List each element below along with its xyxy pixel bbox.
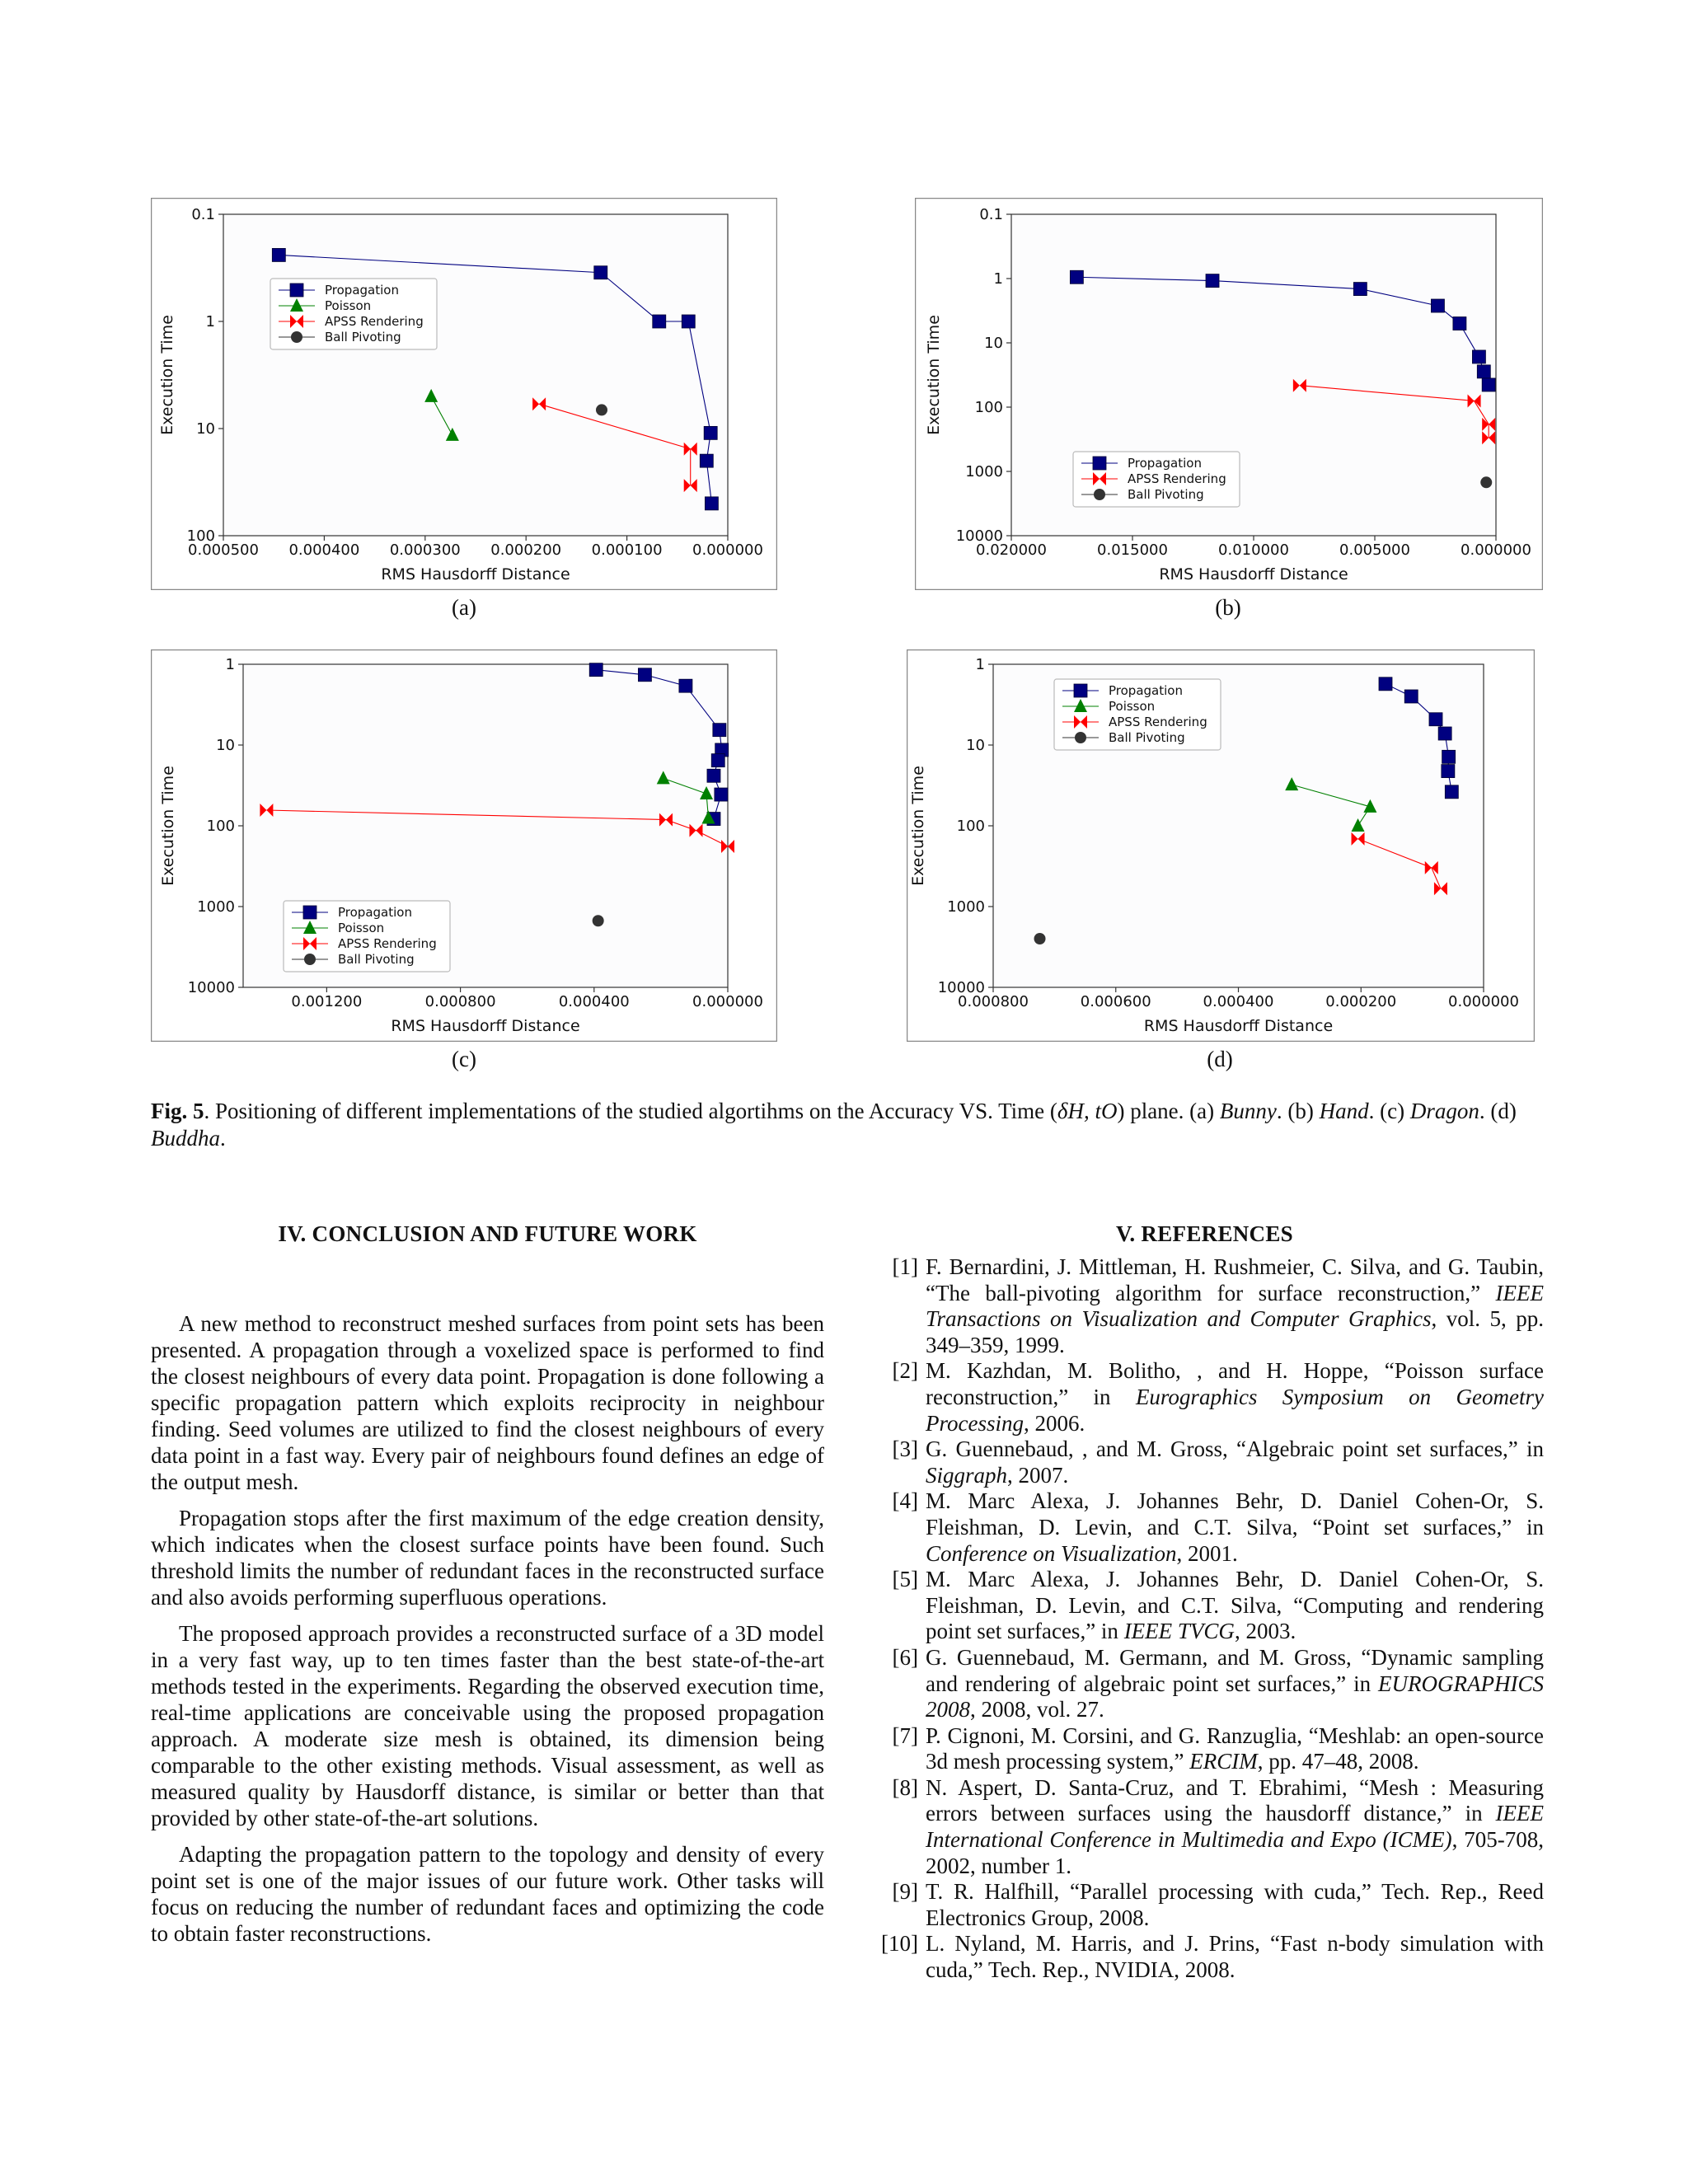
conclusion-paragraph-3: The proposed approach provides a reconstructed surface of a 3D model in a very fast way, up to ten times faster than the best state-of-the-art methods tested in the experiments. Regarding the observed execution time, real-time applications are conceivable using the proposed propagation approach. A moderate size mesh is obtained, its dimension being comparable to the other existing methods. Visual assessment, as well as measured quality by Hausdorff distance, is similar or better than that provided by other state-of-the-art solutions. xyxy=(151,1621,824,1830)
legend-label: Propagation xyxy=(338,905,412,920)
data-point xyxy=(638,668,651,682)
y-axis-label: Execution Time xyxy=(925,315,943,435)
y-tick-label: 1 xyxy=(225,656,235,673)
y-tick-label: 10 xyxy=(984,335,1003,352)
legend-label: Poisson xyxy=(325,298,372,313)
data-point xyxy=(1206,274,1219,288)
chart-panel-a xyxy=(151,198,777,590)
x-axis-label: RMS Hausdorff Distance xyxy=(391,1017,580,1035)
legend-label: Ball Pivoting xyxy=(1109,730,1185,745)
legend-marker xyxy=(303,906,316,919)
reference-text: M. Marc Alexa, J. Johannes Behr, D. Daniel Cohen-Or, S. Fleishman, D. Levin, and C.T. Silva, “Point set surfaces,” in xyxy=(926,1488,1544,1540)
data-point xyxy=(1445,785,1458,799)
reference-venue: IEEE International Conference in Multimedia and Expo (ICME) xyxy=(926,1801,1544,1853)
legend-label: Propagation xyxy=(325,283,399,298)
data-point xyxy=(1353,283,1367,296)
x-tick-label: 0.000400 xyxy=(288,541,360,559)
x-tick-label: 0.000000 xyxy=(692,993,763,1010)
legend-marker xyxy=(304,954,316,965)
reference-item xyxy=(865,1723,1544,1775)
x-tick-label: 0.000500 xyxy=(188,541,259,559)
data-point xyxy=(713,724,726,737)
caption-text-5: . (d) xyxy=(1479,1099,1517,1123)
y-tick-label: 1000 xyxy=(965,463,1003,480)
data-point xyxy=(596,404,607,415)
reference-venue: ERCIM xyxy=(1189,1749,1258,1774)
reference-text: G. Guennebaud, M. Germann, and M. Gross, “Dynamic sampling and rendering of algebraic point set surfaces,” in xyxy=(926,1644,1544,1696)
conclusion-paragraph-2: Propagation stops after the first maximum of the edge creation density, which indicates when the closest surface points have been found. Such threshold limits the number of redundant faces in the reconstructed surface and also avoids performing superfluous operations. xyxy=(151,1506,824,1610)
data-point xyxy=(653,315,666,328)
legend-label: Ball Pivoting xyxy=(325,330,401,344)
legend-label: APSS Rendering xyxy=(338,936,437,951)
chart-svg-b xyxy=(915,198,1543,590)
legend-label: Propagation xyxy=(1128,456,1202,471)
reference-venue: Siggraph xyxy=(926,1462,1008,1488)
x-tick-label: 0.000000 xyxy=(1461,541,1531,559)
data-point xyxy=(700,454,713,467)
x-axis-label: RMS Hausdorff Distance xyxy=(1143,1017,1334,1035)
legend-marker xyxy=(1074,684,1087,697)
x-tick-label: 0.001200 xyxy=(291,993,363,1010)
legend-label: APSS Rendering xyxy=(1109,715,1207,729)
reference-tail: , vol. 5, pp. 349–359, 1999. xyxy=(926,1306,1544,1357)
data-point xyxy=(272,248,285,261)
figure-label: Fig. 5 xyxy=(151,1099,204,1123)
subcaption-a: (a) xyxy=(452,595,476,620)
reference-number: [4] xyxy=(892,1488,918,1514)
reference-venue: Conference on Visualization xyxy=(926,1540,1177,1566)
reference-number: [6] xyxy=(892,1644,918,1670)
reference-item xyxy=(865,1488,1544,1567)
conclusion-body xyxy=(151,1310,824,1957)
y-tick-label: 1 xyxy=(993,270,1003,288)
legend-marker xyxy=(1094,489,1105,500)
conclusion-paragraph-4: Adapting the propagation pattern to the topology and density of every point set is one of the major issues of our future work. Other tasks will focus on reducing the number of redundant faces and optimizing the code to obtain faster reconstructions. xyxy=(151,1842,824,1946)
x-tick-label: 0.000100 xyxy=(591,541,663,559)
caption-text-1: . Positioning of different implementations of the studied algortihms on the Accuracy VS. Time ( xyxy=(204,1099,1057,1123)
conclusion-heading: IV. CONCLUSION AND FUTURE WORK xyxy=(278,1221,697,1246)
reference-number: [2] xyxy=(892,1358,918,1384)
data-point xyxy=(1438,727,1451,740)
caption-math: δH, tO xyxy=(1057,1099,1118,1123)
reference-tail: , 705-708, 2002, number 1. xyxy=(926,1827,1544,1878)
plot-area xyxy=(223,214,728,536)
x-tick-label: 0.005000 xyxy=(1339,541,1410,559)
legend-marker xyxy=(290,284,303,297)
x-tick-label: 0.010000 xyxy=(1218,541,1289,559)
x-tick-label: 0.000400 xyxy=(1203,993,1274,1010)
y-tick-label: 100 xyxy=(206,818,235,835)
reference-text: L. Nyland, M. Harris, and J. Prins, “Fast n-body simulation with cuda,” Tech. Rep., NVIDIA, 2008. xyxy=(926,1931,1544,1983)
x-tick-label: 0.000200 xyxy=(1325,993,1397,1010)
chart-svg-c xyxy=(151,649,777,1042)
legend-marker xyxy=(1093,457,1106,470)
data-point xyxy=(704,426,717,439)
data-point xyxy=(682,315,695,328)
y-axis-label: Execution Time xyxy=(158,315,176,435)
caption-bunny: Bunny xyxy=(1219,1099,1277,1123)
reference-text: T. R. Halfhill, “Parallel processing with cuda,” Tech. Rep., Reed Electronics Group, 2008. xyxy=(926,1879,1544,1930)
caption-dragon: Dragon xyxy=(1409,1099,1479,1123)
subcaption-d: (d) xyxy=(1207,1047,1233,1071)
x-axis-label: RMS Hausdorff Distance xyxy=(381,565,570,583)
data-point xyxy=(1482,378,1495,391)
x-axis-label: RMS Hausdorff Distance xyxy=(1159,565,1348,583)
reference-venue: Eurographics Symposium on Geometry Processing xyxy=(926,1384,1544,1436)
legend-label: APSS Rendering xyxy=(1128,471,1226,486)
legend-label: APSS Rendering xyxy=(325,314,424,329)
reference-item xyxy=(865,1567,1544,1645)
x-tick-label: 0.000800 xyxy=(424,993,496,1010)
y-tick-label: 10000 xyxy=(187,979,235,996)
reference-text: M. Marc Alexa, J. Johannes Behr, D. Daniel Cohen-Or, S. Fleishman, D. Levin, and C.T. Silva, “Computing and rendering point set surfaces,” in xyxy=(926,1567,1544,1644)
data-point xyxy=(1404,690,1418,703)
y-axis-label: Execution Time xyxy=(909,766,927,886)
figure-caption xyxy=(151,1098,1544,1152)
data-point xyxy=(1429,713,1442,726)
reference-text: N. Aspert, D. Santa-Cruz, and T. Ebrahimi, “Mesh : Measuring errors between surfaces using the hausdorff distance,” in xyxy=(926,1774,1544,1826)
data-point xyxy=(1442,750,1456,763)
data-point xyxy=(589,663,603,677)
reference-tail: , 2006. xyxy=(1023,1410,1085,1436)
reference-venue: EUROGRAPHICS 2008 xyxy=(926,1671,1544,1722)
y-tick-label: 1000 xyxy=(197,898,235,916)
y-tick-label: 1 xyxy=(205,313,215,330)
data-point xyxy=(593,915,604,926)
reference-tail: , 2007. xyxy=(1007,1462,1069,1488)
data-point xyxy=(1070,270,1083,284)
reference-item xyxy=(865,1931,1544,1983)
y-tick-label: 1000 xyxy=(947,898,985,916)
data-point xyxy=(594,266,607,279)
subcaption-b: (b) xyxy=(1215,595,1241,620)
reference-text: M. Kazhdan, M. Bolitho, , and H. Hoppe, “Poisson surface reconstruction,” in xyxy=(926,1358,1544,1409)
x-tick-label: 0.000400 xyxy=(558,993,630,1010)
x-tick-label: 0.000200 xyxy=(490,541,562,559)
subcaption-c: (c) xyxy=(452,1047,476,1071)
caption-hand: Hand xyxy=(1319,1099,1369,1123)
references-list xyxy=(865,1254,1544,1984)
legend-marker xyxy=(1075,732,1086,743)
data-point xyxy=(1453,317,1466,330)
data-point xyxy=(1472,350,1485,363)
reference-tail: , 2008, vol. 27. xyxy=(970,1697,1104,1722)
reference-tail: , pp. 47–48, 2008. xyxy=(1257,1749,1419,1774)
caption-text-4: . (c) xyxy=(1368,1099,1410,1123)
reference-item xyxy=(865,1645,1544,1723)
y-tick-label: 10000 xyxy=(937,979,985,996)
reference-item xyxy=(865,1879,1544,1931)
y-axis-label: Execution Time xyxy=(159,766,177,886)
reference-number: [5] xyxy=(892,1567,918,1592)
legend-label: Propagation xyxy=(1109,683,1183,698)
references-heading: V. REFERENCES xyxy=(1116,1221,1293,1246)
chart-panel-d xyxy=(907,649,1535,1042)
reference-text: G. Guennebaud, , and M. Gross, “Algebraic point set surfaces,” in xyxy=(926,1436,1544,1462)
reference-tail: , 2003. xyxy=(1234,1619,1296,1644)
x-tick-label: 0.000600 xyxy=(1080,993,1151,1010)
reference-number: [3] xyxy=(892,1436,918,1462)
data-point xyxy=(705,497,718,510)
y-tick-label: 10 xyxy=(966,737,985,754)
reference-number: [8] xyxy=(892,1774,918,1800)
reference-item xyxy=(865,1254,1544,1358)
data-point xyxy=(1480,476,1492,488)
reference-text: F. Bernardini, J. Mittleman, H. Rushmeier, C. Silva, and G. Taubin, “The ball-pivoting algorithm for surface reconstruction,” xyxy=(926,1254,1544,1305)
legend-label: Poisson xyxy=(338,921,385,935)
x-tick-label: 0.020000 xyxy=(976,541,1047,559)
data-point xyxy=(1034,933,1046,944)
y-tick-label: 100 xyxy=(974,399,1003,416)
y-tick-label: 10 xyxy=(196,420,215,438)
data-point xyxy=(1477,365,1490,378)
data-point xyxy=(679,679,692,692)
data-point xyxy=(1442,765,1455,778)
chart-svg-d xyxy=(907,649,1535,1042)
x-tick-label: 0.000000 xyxy=(1448,993,1519,1010)
y-tick-label: 1 xyxy=(975,656,985,673)
data-point xyxy=(1379,677,1392,691)
y-tick-label: 100 xyxy=(956,818,985,835)
reference-venue: IEEE TVCG xyxy=(1123,1619,1235,1644)
legend-marker xyxy=(291,331,302,343)
chart-svg-a xyxy=(151,198,777,590)
y-tick-label: 0.1 xyxy=(979,206,1003,223)
reference-number: [1] xyxy=(892,1254,918,1279)
chart-panel-b xyxy=(915,198,1543,590)
reference-item xyxy=(865,1436,1544,1488)
data-point xyxy=(715,788,728,801)
reference-text: P. Cignoni, M. Corsini, and G. Ranzuglia, “Meshlab: an open-source 3d mesh processing system,” xyxy=(926,1722,1544,1774)
conclusion-paragraph-1: A new method to reconstruct meshed surfaces from point sets has been presented. A propagation through a voxelized space is performed to find the closest neighbours of every data point. Propagation is done following a specific propagation pattern which exploits reciprocity in neighbour finding. Seed volumes are utilized to find the closest neighbours of every data point in a fast way. Every pair of neighbours found defines an edge of the output mesh. xyxy=(151,1311,824,1494)
reference-number: [9] xyxy=(892,1879,918,1905)
chart-panel-c xyxy=(151,649,777,1042)
x-tick-label: 0.015000 xyxy=(1097,541,1168,559)
y-tick-label: 10 xyxy=(216,737,235,754)
legend-label: Poisson xyxy=(1109,699,1156,714)
y-tick-label: 0.1 xyxy=(191,206,215,223)
legend-label: Ball Pivoting xyxy=(1128,487,1204,502)
x-tick-label: 0.000800 xyxy=(958,993,1029,1010)
data-point xyxy=(707,769,720,782)
reference-number: [10] xyxy=(881,1931,918,1957)
reference-number: [7] xyxy=(892,1722,918,1748)
legend-label: Ball Pivoting xyxy=(338,952,415,967)
data-point xyxy=(1431,299,1444,312)
data-point xyxy=(711,754,724,767)
caption-text-2: ) plane. (a) xyxy=(1117,1099,1220,1123)
x-tick-label: 0.000000 xyxy=(692,541,763,559)
reference-tail: , 2001. xyxy=(1176,1540,1238,1566)
caption-text-6: . xyxy=(220,1126,226,1151)
reference-venue: IEEE Transactions on Visualization and Computer Graphics xyxy=(926,1280,1544,1332)
reference-item xyxy=(865,1358,1544,1436)
y-tick-label: 100 xyxy=(186,527,215,545)
reference-item xyxy=(865,1775,1544,1879)
x-tick-label: 0.000300 xyxy=(389,541,461,559)
caption-buddha: Buddha xyxy=(151,1126,220,1151)
y-tick-label: 10000 xyxy=(955,527,1003,545)
caption-text-3: . (b) xyxy=(1276,1099,1320,1123)
